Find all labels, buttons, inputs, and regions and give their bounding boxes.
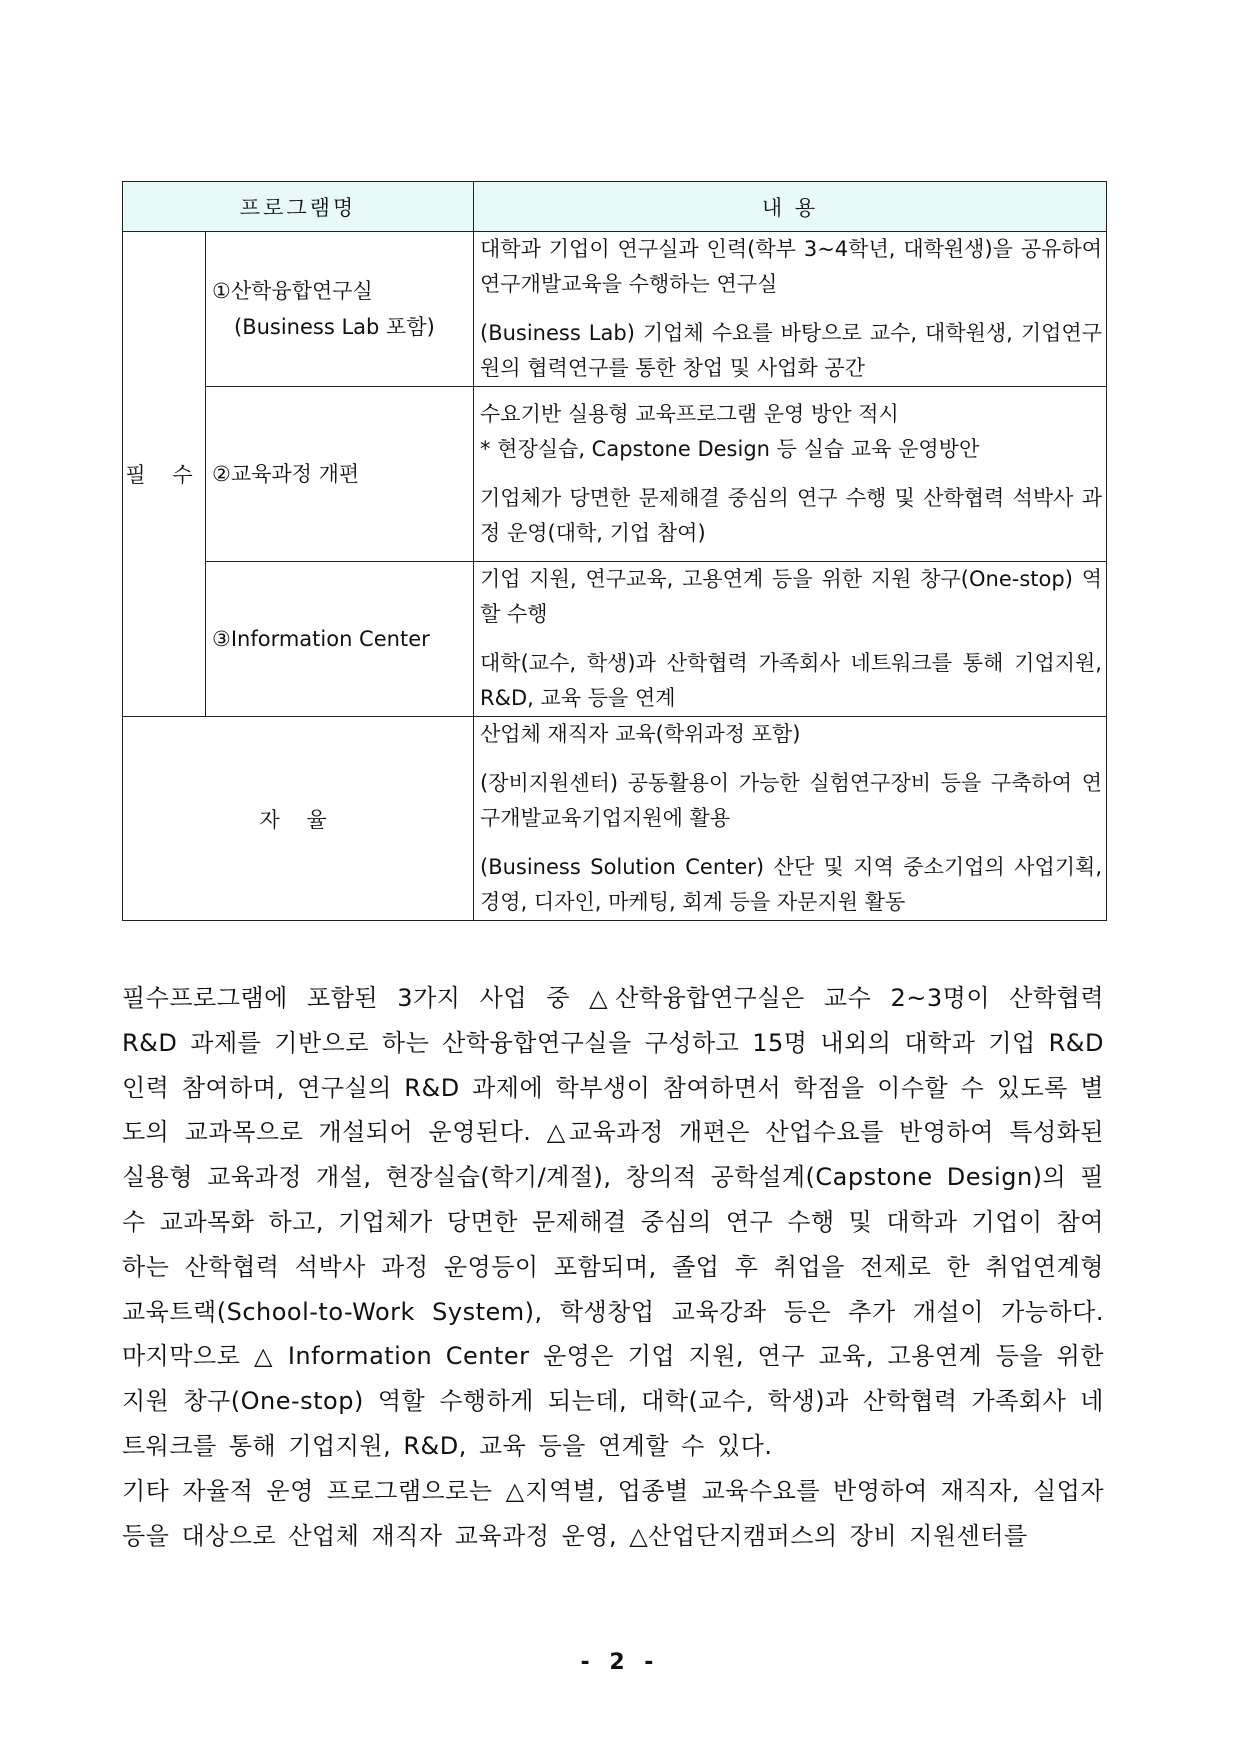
content-paragraph: (Business Solution Center) 산단 및 지역 중소기업의 사업기획, 경영, 디자인, 마케팅, 회계 등을 자문지원 활동 <box>480 855 1102 914</box>
program-content-cell <box>474 562 1107 717</box>
header-content: 내 용 <box>474 182 1107 232</box>
category-optional: 자 율 <box>123 717 474 921</box>
body-paragraph: 필수프로그램에 포함된 3가지 사업 중 △산학융합연구실은 교수 2~3명이 산학협력 R&D 과제를 기반으로 하는 산학융합연구실을 구성하고 15명 내외의 대학과 기업 R&D 인력 참여하며, 연구실의 R&D 과제에 학부생이 참여하면서 학점을 이수할 수 있도록 별도의 교과목으로 개설되어 운영된다. △교육과정 개편은 산업수요를 반영하여 특성화된 실용형 교육과정 개설, 현장실습(학기/계절), 창의적 공학설계(Capstone Design)의 필수 교과목화 하고, 기업체가 당면한 문제해결 중심의 연구 수행 및 대학과 기업이 참여하는 산학협력 석박사 과정 운영등이 포함되며, 졸업 후 취업을 전제로 한 취업연계형 교육트랙(School-to-Work System), 학생창업 교육강좌 등은 추가 개설이 가능하다. 마지막으로 △ Information Center 운영은 기업 지원, 연구 교육, 고용연계 등을 위한 지원 창구(One-stop) 역할 수행하게 되는데, 대학(교수, 학생)과 산학협력 가족회사 네트워크를 통해 기업지원, R&D, 교육 등을 연계할 수 있다. <box>122 984 1104 1460</box>
program-name-cell <box>206 232 474 387</box>
body-text <box>122 976 1104 1558</box>
content-paragraph: 기업 지원, 연구교육, 고용연계 등을 위한 지원 창구(One-stop) 역할 수행 <box>480 567 1102 626</box>
page-number: - 2 - <box>580 1650 660 1675</box>
content-paragraph: 대학과 기업이 연구실과 인력(학부 3~4학년, 대학원생)을 공유하여 연구개발교육을 수행하는 연구실 <box>480 237 1102 296</box>
category-required: 필 수 <box>123 232 206 717</box>
program-name-cell <box>206 387 474 562</box>
program-content-cell <box>474 387 1107 562</box>
program-content-cell <box>474 717 1107 921</box>
content-paragraph: 산업체 재직자 교육(학위과정 포함) <box>480 722 801 746</box>
program-name: ②교육과정 개편 <box>212 462 360 486</box>
content-paragraph: (장비지원센터) 공동활용이 가능한 실험연구장비 등을 구축하여 연구개발교육기업지원에 활용 <box>480 771 1102 830</box>
program-name: ③Information Center <box>212 627 430 651</box>
content-paragraph: 기업체가 당면한 문제해결 중심의 연구 수행 및 산학협력 석박사 과정 운영(대학, 기업 참여) <box>480 486 1102 545</box>
header-program-name: 프로그램명 <box>123 182 474 232</box>
program-name-cell <box>206 562 474 717</box>
content-paragraph: 수요기반 실용형 교육프로그램 운영 방안 적시 <box>480 402 899 426</box>
content-paragraph: 대학(교수, 학생)과 산학협력 가족회사 네트워크를 통해 기업지원, R&D, 교육 등을 연계 <box>480 651 1102 710</box>
table-row <box>123 232 1107 387</box>
program-name-sub: (Business Lab 포함) <box>234 315 435 339</box>
program-name: ①산학융합연구실 <box>212 279 373 303</box>
body-paragraph: 기타 자율적 운영 프로그램으로는 △지역별, 업종별 교육수요를 반영하여 재직자, 실업자 등을 대상으로 산업체 재직자 교육과정 운영, △산업단지캠퍼스의 장비 지원센터를 <box>122 1476 1104 1550</box>
table-row <box>123 562 1107 717</box>
content-paragraph: (Business Lab) 기업체 수요를 바탕으로 교수, 대학원생, 기업연구원의 협력연구를 통한 창업 및 사업화 공간 <box>480 321 1102 380</box>
program-content-cell <box>474 232 1107 387</box>
table-row <box>123 387 1107 562</box>
table-row <box>123 717 1107 921</box>
content-paragraph: * 현장실습, Capstone Design 등 실습 교육 운영방안 <box>480 437 980 461</box>
program-table <box>122 181 1107 921</box>
table-header-row <box>123 182 1107 232</box>
